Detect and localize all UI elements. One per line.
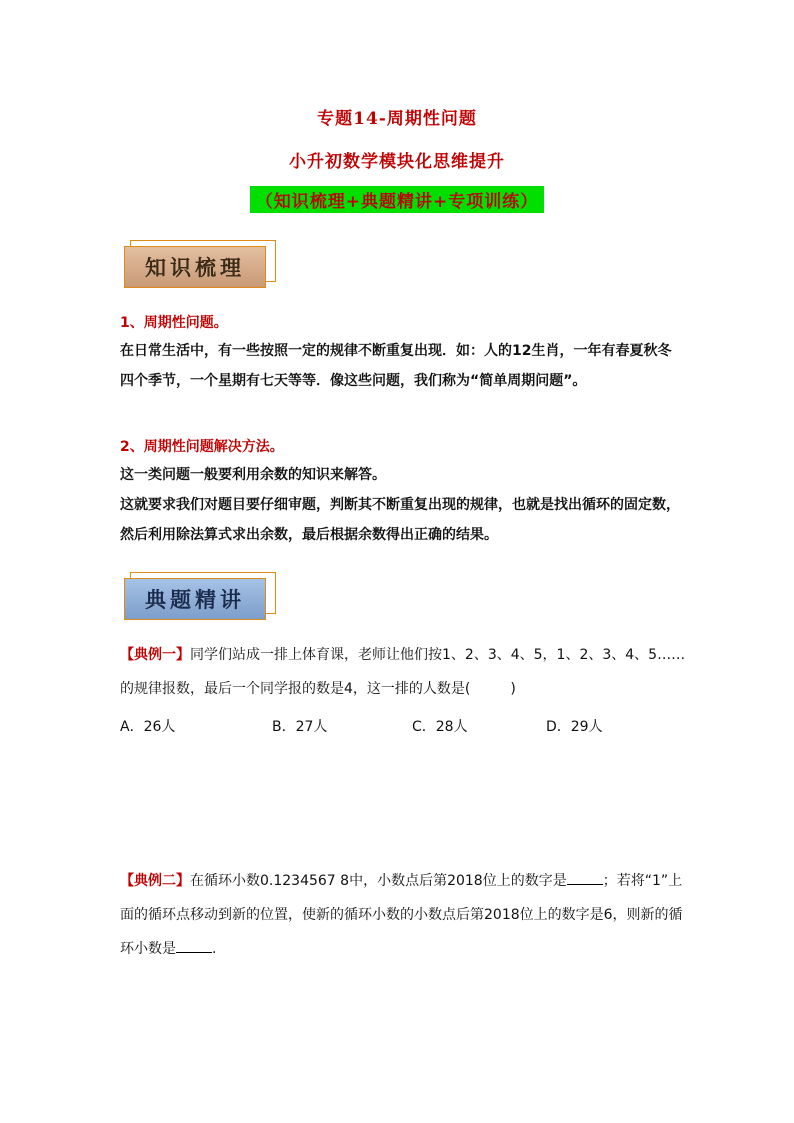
page-subtitle: 小升初数学模块化思维提升: [289, 152, 505, 172]
examples-banner: [124, 572, 274, 618]
example2-text-b: ；若将“1”上面的循环点移动到新的位置，使新的循环小数的小数点后第2018位上的数字是6，则新的循环小数是: [120, 873, 683, 957]
knowledge-banner: [124, 240, 274, 286]
tagline-wrap: [0, 186, 794, 213]
example2-text: 在循环小数0.1234567 8中，小数点后第2018位上的数字是: [190, 873, 567, 889]
point2-title: 2、周期性问题解决方法。: [120, 439, 284, 455]
choice-b: B．27人: [272, 719, 328, 735]
example1: [120, 638, 690, 706]
point2-body1: 这一类问题一般要利用余数的知识来解答。: [120, 467, 386, 483]
point2-body2: 这就要求我们对题目要仔细审题，判断其不断重复出现的规律，也就是找出循环的固定数，然后利用除法算式求出余数，最后根据余数得出正确的结果。: [120, 497, 680, 543]
page-tagline: （知识梳理+典题精讲+专项训练）: [250, 186, 545, 213]
point1-body: 在日常生活中，有一些按照一定的规律不断重复出现．如：人的12生肖，一年有春夏秋冬四个季节，一个星期有七天等等．像这些问题，我们称为“简单周期问题”。: [120, 343, 672, 389]
example2: [120, 864, 690, 966]
page-title: 专题14-周期性问题: [317, 109, 477, 129]
choice-a: A．26人: [120, 719, 176, 735]
knowledge-banner-label: 知识梳理: [124, 246, 266, 288]
example2-text-end: .: [212, 941, 217, 957]
examples-banner-label: 典题精讲: [124, 578, 266, 620]
example1-text: 同学们站成一排上体育课，老师让他们按1、2、3、4、5，1、2、3、4、5……的规律报数，最后一个同学报的数是4，这一排的人数是(: [120, 647, 686, 697]
choice-c: C．28人: [412, 719, 468, 735]
choice-d: D．29人: [546, 719, 603, 735]
example1-tag: 【典例一】: [120, 647, 190, 663]
example2-tag: 【典例二】: [120, 873, 190, 889]
example1-text-close: ): [510, 681, 516, 697]
point1-title: 1、周期性问题。: [120, 315, 228, 331]
answer-blank-1: [567, 870, 603, 885]
answer-blank-2: [176, 938, 212, 953]
